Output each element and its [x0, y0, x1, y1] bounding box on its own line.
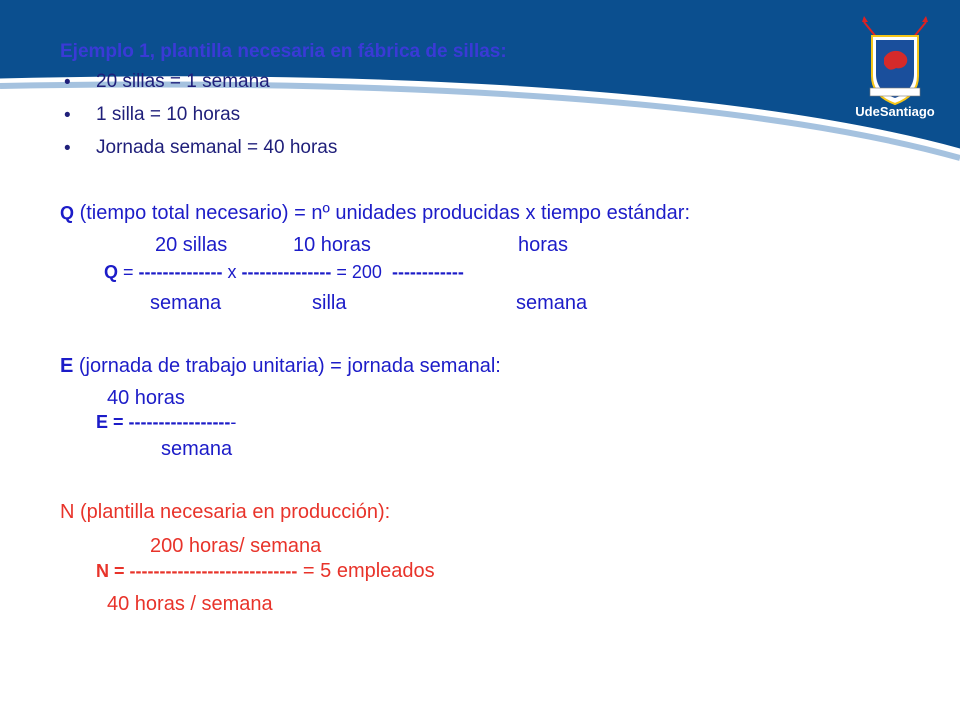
q-description: (tiempo total necesario) = nº unidades producidas x tiempo estándar:	[74, 202, 691, 224]
q-denominator-1: semana	[150, 292, 222, 314]
e-denominator: semana	[161, 438, 233, 460]
q-var: Q	[60, 203, 75, 223]
q-formula-eq: =	[118, 262, 139, 282]
logo-label: UdeSantiago	[855, 104, 935, 119]
q-dashes-1: --------------	[138, 262, 223, 282]
header-band	[0, 0, 960, 200]
q-dashes-2: ---------------	[241, 262, 332, 282]
n-numerator: 200 horas/ semana	[150, 535, 322, 557]
e-heading	[60, 356, 501, 376]
bullet-dot: •	[64, 105, 71, 126]
q-heading	[60, 203, 690, 223]
n-result: = 5 empleados	[297, 560, 435, 582]
e-formula-tail: -	[230, 412, 237, 432]
bullet-item-1: 20 sillas = 1 semana	[96, 71, 270, 92]
bullet-item-2: 1 silla = 10 horas	[96, 104, 241, 125]
q-result: = 200	[331, 262, 387, 282]
e-formula	[96, 413, 236, 431]
q-dashes-3: ------------	[391, 262, 464, 282]
n-denominator: 40 horas / semana	[107, 593, 273, 615]
q-formula-var: Q	[104, 262, 119, 282]
e-numerator: 40 horas	[107, 387, 185, 409]
university-logo	[850, 14, 940, 124]
q-numerator-1: 20 sillas	[155, 234, 228, 256]
e-description: (jornada de trabajo unitaria) = jornada semanal:	[73, 355, 501, 377]
q-numerator-2: 10 horas	[293, 234, 371, 256]
q-denominator-2: silla	[312, 292, 347, 314]
slide-title: Ejemplo 1, plantilla necesaria en fábrica de sillas:	[60, 41, 507, 62]
e-var: E	[60, 355, 74, 377]
n-formula-text: N = ----------------------------	[96, 561, 298, 581]
e-formula-text: E = -----------------	[96, 412, 231, 432]
n-formula	[96, 561, 435, 581]
q-numerator-3: horas	[518, 234, 569, 256]
q-times: x	[222, 262, 242, 282]
bullet-dot: •	[64, 72, 71, 93]
bullet-item-3: Jornada semanal = 40 horas	[96, 137, 338, 158]
n-heading: N (plantilla necesaria en producción):	[60, 501, 391, 523]
bullet-dot: •	[64, 138, 71, 159]
q-formula	[104, 263, 464, 281]
q-denominator-3: semana	[516, 292, 588, 314]
